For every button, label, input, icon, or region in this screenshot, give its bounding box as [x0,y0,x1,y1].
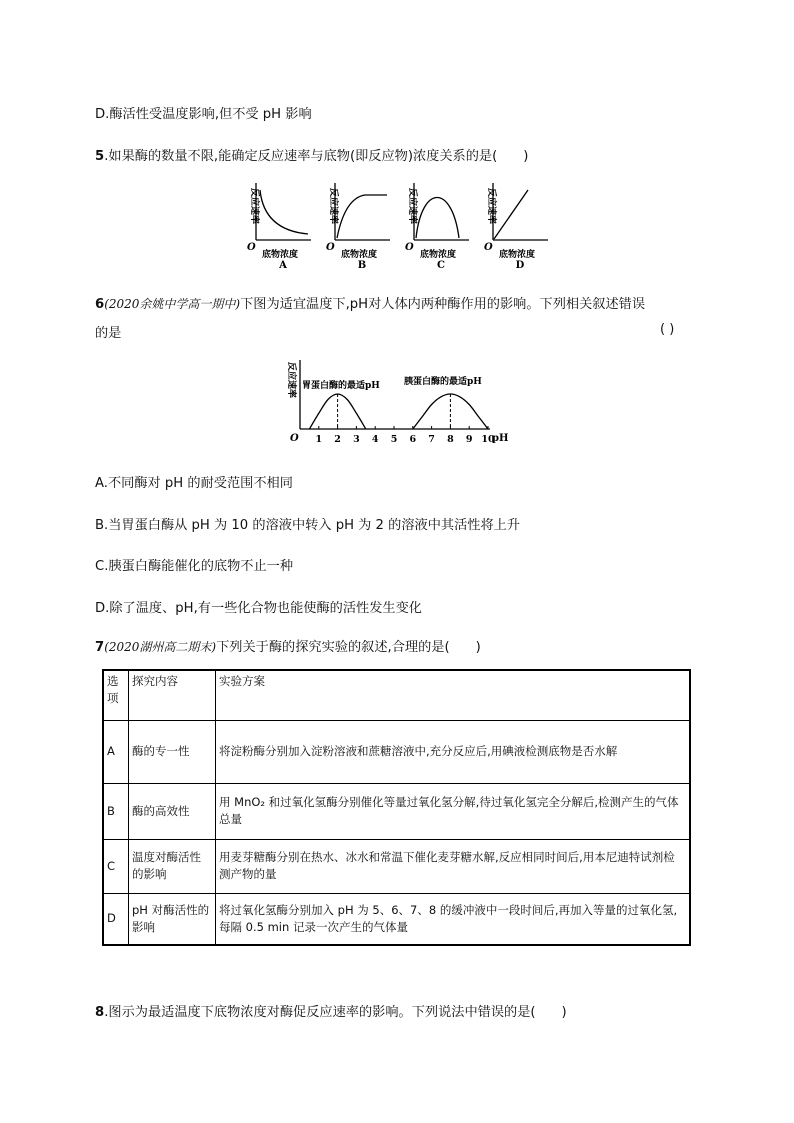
q8-stem [95,1001,567,1020]
q5-graph-c-curve [416,198,459,239]
q8-number: 8 [95,1005,105,1020]
row-content: 酶的高效性 [129,783,216,839]
q6-option-c: C.胰蛋白酶能催化的底物不止一种 [95,559,294,574]
q6-ph-chart [280,356,520,448]
header-content: 探究内容 [129,670,216,720]
chart-xunit: pH [492,433,509,444]
q6-text: 下图为适宜温度下,pH对人体内两种酶作用的影响。下列相关叙述错误 [240,297,646,312]
q6-number: 6 [95,297,105,312]
chart-origin: O [290,433,299,444]
x-tick-label: 6 [409,434,417,445]
x-tick-label: 9 [465,434,473,445]
q7-table [102,669,691,946]
q6-stem-line2: 的是 [95,326,122,341]
table-row [103,783,690,839]
q5-graph-d-letter: D [515,260,525,270]
q5-graph-d-curve [494,190,528,239]
x-tick-label: 3 [353,434,360,445]
pepsin-optimum-label: 胃蛋白酶的最适pH [302,381,380,391]
q5-graph-a-letter: A [279,260,287,270]
q5-graph-a-curve [260,190,308,234]
q5-graph-d-xlabel: 底物浓度 [499,250,536,260]
q5-text: .如果酶的数量不限,能确定反应速率与底物(即反应物)浓度关系的是( [104,149,498,164]
row-option: D [103,893,129,945]
table-row [103,893,690,945]
q7-text: 下列关于酶的探究实验的叙述,合理的是( [216,640,450,655]
q6-option-a: A.不同酶对 pH 的耐受范围不相同 [95,476,293,491]
q5-graph-c [405,183,469,270]
q5-graph-b-xlabel: 底物浓度 [341,250,378,260]
q8-close-paren: ) [561,1005,567,1020]
q5-graph-b [326,183,390,270]
q5-number: 5 [95,149,105,164]
q5-graph-b-curve [337,195,387,238]
q6-option-b: B.当胃蛋白酶从 pH 为 10 的溶液中转入 pH 为 2 的溶液中其活性将上升 [95,518,521,533]
x-tick-label: 7 [428,434,435,445]
q5-stem [95,145,528,164]
row-content: pH 对酶活性的影响 [129,893,216,945]
q5-graph-b-ylabel: 反应速率 [328,188,338,225]
row-plan: 用 MnO₂ 和过氧化氢酶分别催化等量过氧化氢分解,待过氧化氢完全分解后,检测产生的气体总量 [216,783,691,839]
q7-table-header [103,670,690,720]
q5-graph-d-origin: O [484,242,493,253]
x-tick-label: 10 [481,434,495,445]
q6-answer-paren: ( ) [660,322,675,337]
q5-graph-a-origin: O [247,242,256,253]
q6-option-d: D.除了温度、pH,有一些化合物也能使酶的活性发生变化 [95,601,422,616]
q7-source: (2020湖州高二期末) [104,640,217,654]
q4-option-d: D.酶活性受温度影响,但不受 pH 影响 [95,107,312,122]
trypsin-optimum-label: 胰蛋白酶的最适pH [404,377,482,387]
chart-ylabel: 反应速率 [286,362,296,399]
x-tick-label: 1 [315,434,323,445]
row-plan: 用麦芽糖酶分别在热水、冰水和常温下催化麦芽糖水解,反应相同时间后,用本尼迪特试剂检测产物的量 [216,839,691,893]
header-plan: 实验方案 [216,670,691,720]
q5-close-paren: ) [523,149,529,164]
row-option: B [103,783,129,839]
q6-source: (2020余姚中学高一期中) [104,297,241,311]
x-tick-label: 4 [371,434,379,445]
table-row [103,839,690,893]
q5-graph-a-ylabel: 反应速率 [249,188,259,225]
row-option: C [103,839,129,893]
q5-graph-b-origin: O [326,242,335,253]
q7-stem [95,636,481,655]
row-option: A [103,720,129,783]
q5-graphs [236,178,556,270]
q8-text: .图示为最适温度下底物浓度对酶促反应速率的影响。下列说法中错误的是( [104,1005,536,1020]
q5-graph-c-origin: O [405,242,414,253]
q5-graph-a [247,183,311,270]
x-tick-label: 5 [390,434,398,445]
q5-graph-d-ylabel: 反应速率 [486,188,496,225]
x-tick-label: 2 [334,434,341,445]
x-tick-label: 8 [447,434,454,445]
row-plan: 将过氧化氢酶分别加入 pH 为 5、6、7、8 的缓冲液中一段时间后,再加入等量的过氧化氢,每隔 0.5 min 记录一次产生的气体量 [216,893,691,945]
table-row [103,720,690,783]
header-option: 选项 [103,670,129,720]
q5-graph-d [484,183,548,270]
q5-graph-c-ylabel: 反应速率 [407,188,417,225]
row-plan: 将淀粉酶分别加入淀粉溶液和蔗糖溶液中,充分反应后,用碘液检测底物是否水解 [216,720,691,783]
q5-graph-c-letter: C [437,260,445,270]
row-content: 温度对酶活性的影响 [129,839,216,893]
q5-graph-a-xlabel: 底物浓度 [262,250,299,260]
q5-graph-b-letter: B [357,260,367,270]
q6-stem [95,293,645,312]
q5-graph-c-xlabel: 底物浓度 [420,250,457,260]
q7-close-paren: ) [475,640,481,655]
row-content: 酶的专一性 [129,720,216,783]
q7-number: 7 [95,640,105,655]
